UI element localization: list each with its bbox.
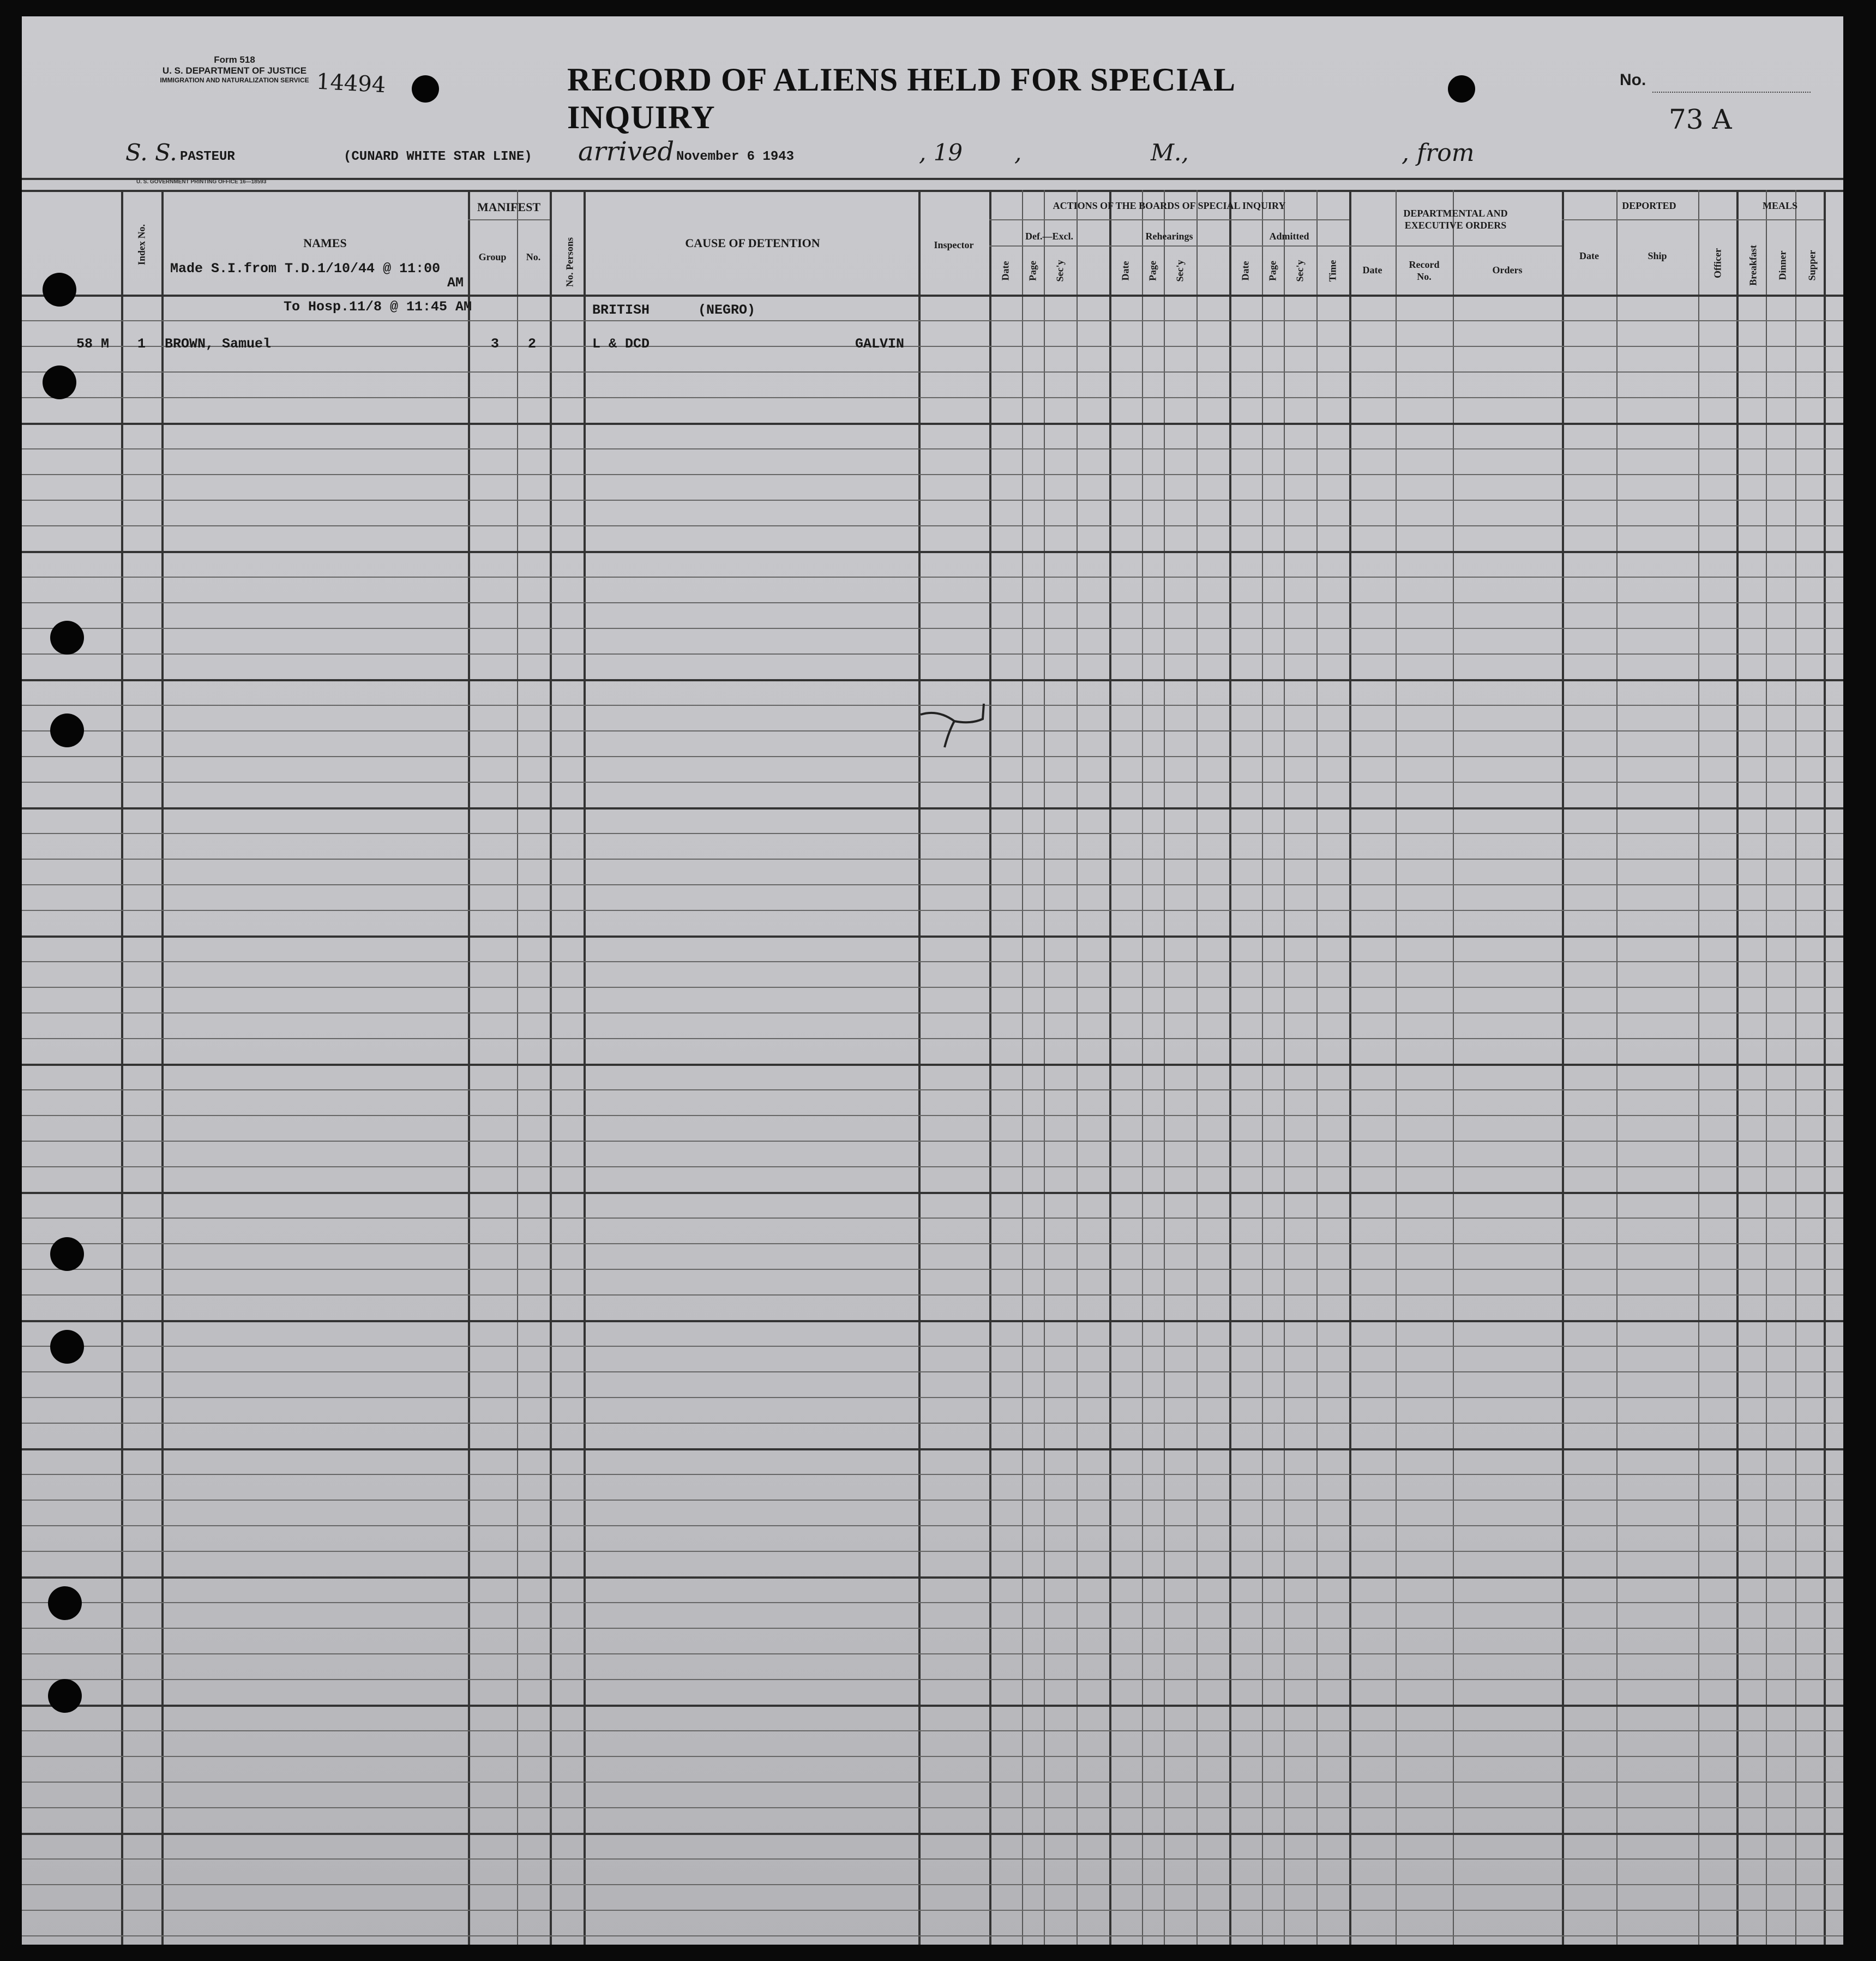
manifest-header: MANIFEST <box>477 200 541 214</box>
row-line <box>22 320 1843 321</box>
shipping-line: (CUNARD WHITE STAR LINE) <box>344 149 532 164</box>
row-line <box>22 1115 1843 1116</box>
row-line <box>22 1525 1843 1526</box>
row-line <box>22 371 1843 373</box>
row-line <box>22 782 1843 783</box>
entry-index: 1 <box>137 336 146 352</box>
column-line <box>1562 190 1564 1945</box>
row-line <box>22 602 1843 603</box>
supper-header: Supper <box>1806 250 1818 281</box>
actions-header: ACTIONS OF THE BOARDS OF SPECIAL INQUIRY <box>1053 200 1286 211</box>
action-subheader-page: Page <box>1267 261 1278 281</box>
row-line <box>22 1269 1843 1270</box>
row-line <box>22 397 1843 398</box>
row-line <box>1349 245 1562 247</box>
row-line <box>22 1807 1843 1808</box>
row-line <box>22 1448 1843 1450</box>
row-line <box>22 679 1843 681</box>
column-line <box>121 190 123 1945</box>
column-line <box>1616 190 1618 1945</box>
record-header: Record <box>1409 259 1440 270</box>
action-subheader-time: Time <box>1327 260 1338 282</box>
manifest-no-header: No. <box>526 251 541 262</box>
breakfast-header: Breakfast <box>1747 245 1759 286</box>
column-line <box>1316 190 1318 1945</box>
handwritten-page-number: 73 A <box>1669 104 1732 135</box>
column-line <box>1349 190 1351 1945</box>
deported-date-header: Date <box>1579 250 1599 261</box>
column-line <box>1229 190 1231 1945</box>
record-sheet <box>22 16 1843 1945</box>
row-line <box>22 1833 1843 1835</box>
punch-hole <box>50 621 84 655</box>
ship-name: PASTEUR <box>180 149 235 164</box>
action-subheader-date: Date <box>1120 261 1131 281</box>
row-line <box>22 1910 1843 1911</box>
row-line <box>22 1423 1843 1424</box>
meridiem-label: M., <box>1151 139 1189 166</box>
entry-name: BROWN, Samuel <box>165 336 272 352</box>
column-line <box>1736 190 1739 1945</box>
action-subheader-date: Date <box>1240 261 1251 281</box>
action-subheader-secy: Sec'y <box>1054 260 1066 282</box>
row-line <box>22 448 1843 449</box>
row-line <box>22 1320 1843 1322</box>
dinner-header: Dinner <box>1777 250 1788 280</box>
column-line <box>1196 190 1198 1945</box>
row-line <box>22 1858 1843 1860</box>
row-line <box>22 1218 1843 1219</box>
record-no-line <box>1652 92 1811 93</box>
action-subheader-page: Page <box>1147 261 1158 281</box>
row-line <box>22 577 1843 578</box>
row-line <box>22 1602 1843 1603</box>
row-line <box>22 987 1843 988</box>
ss-label: S. S. <box>125 139 177 166</box>
column-line <box>1044 190 1045 1945</box>
row-line <box>22 551 1843 553</box>
check-mark <box>916 693 993 753</box>
column-line <box>1164 190 1165 1945</box>
row-line <box>22 628 1843 629</box>
row-line <box>22 525 1843 526</box>
column-line <box>1262 190 1263 1945</box>
punch-hole <box>50 1237 84 1271</box>
entry-inspector: GALVIN <box>855 336 905 352</box>
row-line <box>22 1884 1843 1885</box>
row-line <box>22 1371 1843 1372</box>
punch-hole <box>43 365 76 399</box>
row-line <box>22 1346 1843 1347</box>
row-line <box>22 1141 1843 1142</box>
form-number: Form 518 <box>214 55 255 65</box>
rehearings-header: Rehearings <box>1145 231 1193 242</box>
row-line <box>22 1474 1843 1475</box>
ship-header: Ship <box>1647 250 1667 261</box>
department-name: U. S. DEPARTMENT OF JUSTICE <box>162 65 307 76</box>
row-line <box>22 910 1843 911</box>
column-line <box>1698 190 1699 1945</box>
column-line <box>584 190 586 1945</box>
deported-header: DEPORTED <box>1622 200 1676 211</box>
row-line <box>22 1576 1843 1579</box>
column-line <box>1142 190 1143 1945</box>
page-title: RECORD OF ALIENS HELD FOR SPECIAL INQUIRY <box>567 62 1234 135</box>
row-line <box>22 1756 1843 1757</box>
row-line <box>22 1294 1843 1296</box>
action-subheader-page: Page <box>1027 261 1038 281</box>
row-line <box>22 1782 1843 1783</box>
comma-mark: , <box>1014 139 1022 166</box>
cause-header: CAUSE OF DETENTION <box>685 236 820 250</box>
row-line <box>22 346 1843 347</box>
punch-hole <box>48 1586 82 1620</box>
column-line <box>1077 190 1078 1945</box>
column-line <box>1022 190 1023 1945</box>
admitted-header: Admitted <box>1269 231 1309 242</box>
row-line <box>22 1166 1843 1167</box>
row-line <box>22 935 1843 938</box>
column-line <box>1109 190 1111 1945</box>
action-subheader-date: Date <box>1000 261 1011 281</box>
row-line <box>22 653 1843 655</box>
row-line <box>22 1397 1843 1398</box>
column-line <box>1766 190 1767 1945</box>
row-line <box>22 474 1843 475</box>
row-line <box>22 500 1843 501</box>
row-line <box>22 859 1843 860</box>
entry-note-made-si: Made S.I.from T.D.1/10/44 @ 11:00 <box>170 261 441 277</box>
row-line <box>22 423 1843 425</box>
group-header: Group <box>478 251 507 262</box>
punch-hole <box>50 1330 84 1364</box>
column-line <box>468 190 470 1945</box>
arrived-label: arrived <box>578 136 675 167</box>
column-line <box>1795 190 1796 1945</box>
row-line <box>1736 219 1824 220</box>
column-line <box>1824 190 1826 1945</box>
handwritten-file-number: 14494 <box>315 69 387 98</box>
row-line <box>22 756 1843 757</box>
row-line <box>468 219 550 220</box>
entry-age-sex: 58 M <box>76 336 110 352</box>
header-rule <box>22 178 1843 180</box>
names-header: NAMES <box>303 236 347 250</box>
entry-group: 3 <box>491 336 500 352</box>
row-line <box>22 1038 1843 1039</box>
meals-header: MEALS <box>1762 200 1797 211</box>
entry-race: (NEGRO) <box>698 302 756 318</box>
row-line <box>22 1192 1843 1194</box>
record-no-header: No. <box>1417 271 1432 282</box>
printing-office: U. S. GOVERNMENT PRINTING OFFICE 16—18593 <box>136 179 267 185</box>
row-line <box>22 1935 1843 1936</box>
row-line <box>22 884 1843 885</box>
row-line <box>22 1243 1843 1244</box>
dept-date-header: Date <box>1362 265 1382 275</box>
row-line <box>22 1730 1843 1731</box>
row-line <box>22 295 1843 297</box>
def-excl-header: Def.—Excl. <box>1025 231 1073 242</box>
service-name: IMMIGRATION AND NATURALIZATION SERVICE <box>160 76 309 84</box>
punch-hole <box>43 273 76 307</box>
punch-hole <box>50 713 84 747</box>
orders-header: Orders <box>1492 265 1523 275</box>
row-line <box>22 1500 1843 1501</box>
column-line <box>1453 190 1454 1945</box>
row-line <box>22 807 1843 809</box>
column-line <box>1284 190 1285 1945</box>
row-line <box>22 1012 1843 1014</box>
no-persons-header: No. Persons <box>564 237 575 287</box>
form-header <box>120 55 349 84</box>
row-line <box>22 961 1843 962</box>
entry-cause: L & DCD <box>592 336 650 352</box>
punch-hole <box>1448 75 1475 103</box>
inspector-header: Inspector <box>934 239 974 250</box>
row-line <box>22 1679 1843 1680</box>
column-line <box>918 190 921 1945</box>
column-line <box>161 190 164 1945</box>
row-line <box>22 1551 1843 1552</box>
row-line <box>22 833 1843 834</box>
column-line <box>517 190 518 1945</box>
arrival-date: November 6 1943 <box>676 149 795 164</box>
row-line <box>22 1064 1843 1066</box>
row-line <box>989 245 1349 247</box>
row-line <box>22 1653 1843 1654</box>
record-no-label: No. <box>1620 71 1646 89</box>
entry-nationality: BRITISH <box>592 302 650 318</box>
action-subheader-secy: Sec'y <box>1294 260 1306 282</box>
entry-manifest-no: 2 <box>528 336 537 352</box>
column-line <box>1396 190 1397 1945</box>
index-no-header: Index No. <box>136 224 147 266</box>
row-line <box>22 1628 1843 1629</box>
column-line <box>550 190 552 1945</box>
entry-note-am: AM <box>447 275 464 291</box>
departmental-header: DEPARTMENTAL AND <box>1403 208 1508 219</box>
table-top-rule <box>22 190 1843 192</box>
entry-note-hospital: To Hosp.11/8 @ 11:45 AM <box>284 299 472 315</box>
year-label: , 19 <box>919 139 963 166</box>
row-line <box>22 1089 1843 1090</box>
punch-hole <box>48 1679 82 1713</box>
row-line <box>22 1705 1843 1707</box>
officer-header: Officer <box>1712 248 1723 278</box>
executive-header: EXECUTIVE ORDERS <box>1404 220 1507 231</box>
column-line <box>989 190 991 1945</box>
row-line <box>989 219 1349 220</box>
action-subheader-secy: Sec'y <box>1174 260 1186 282</box>
punch-hole <box>412 75 439 103</box>
from-label: , from <box>1402 139 1475 167</box>
